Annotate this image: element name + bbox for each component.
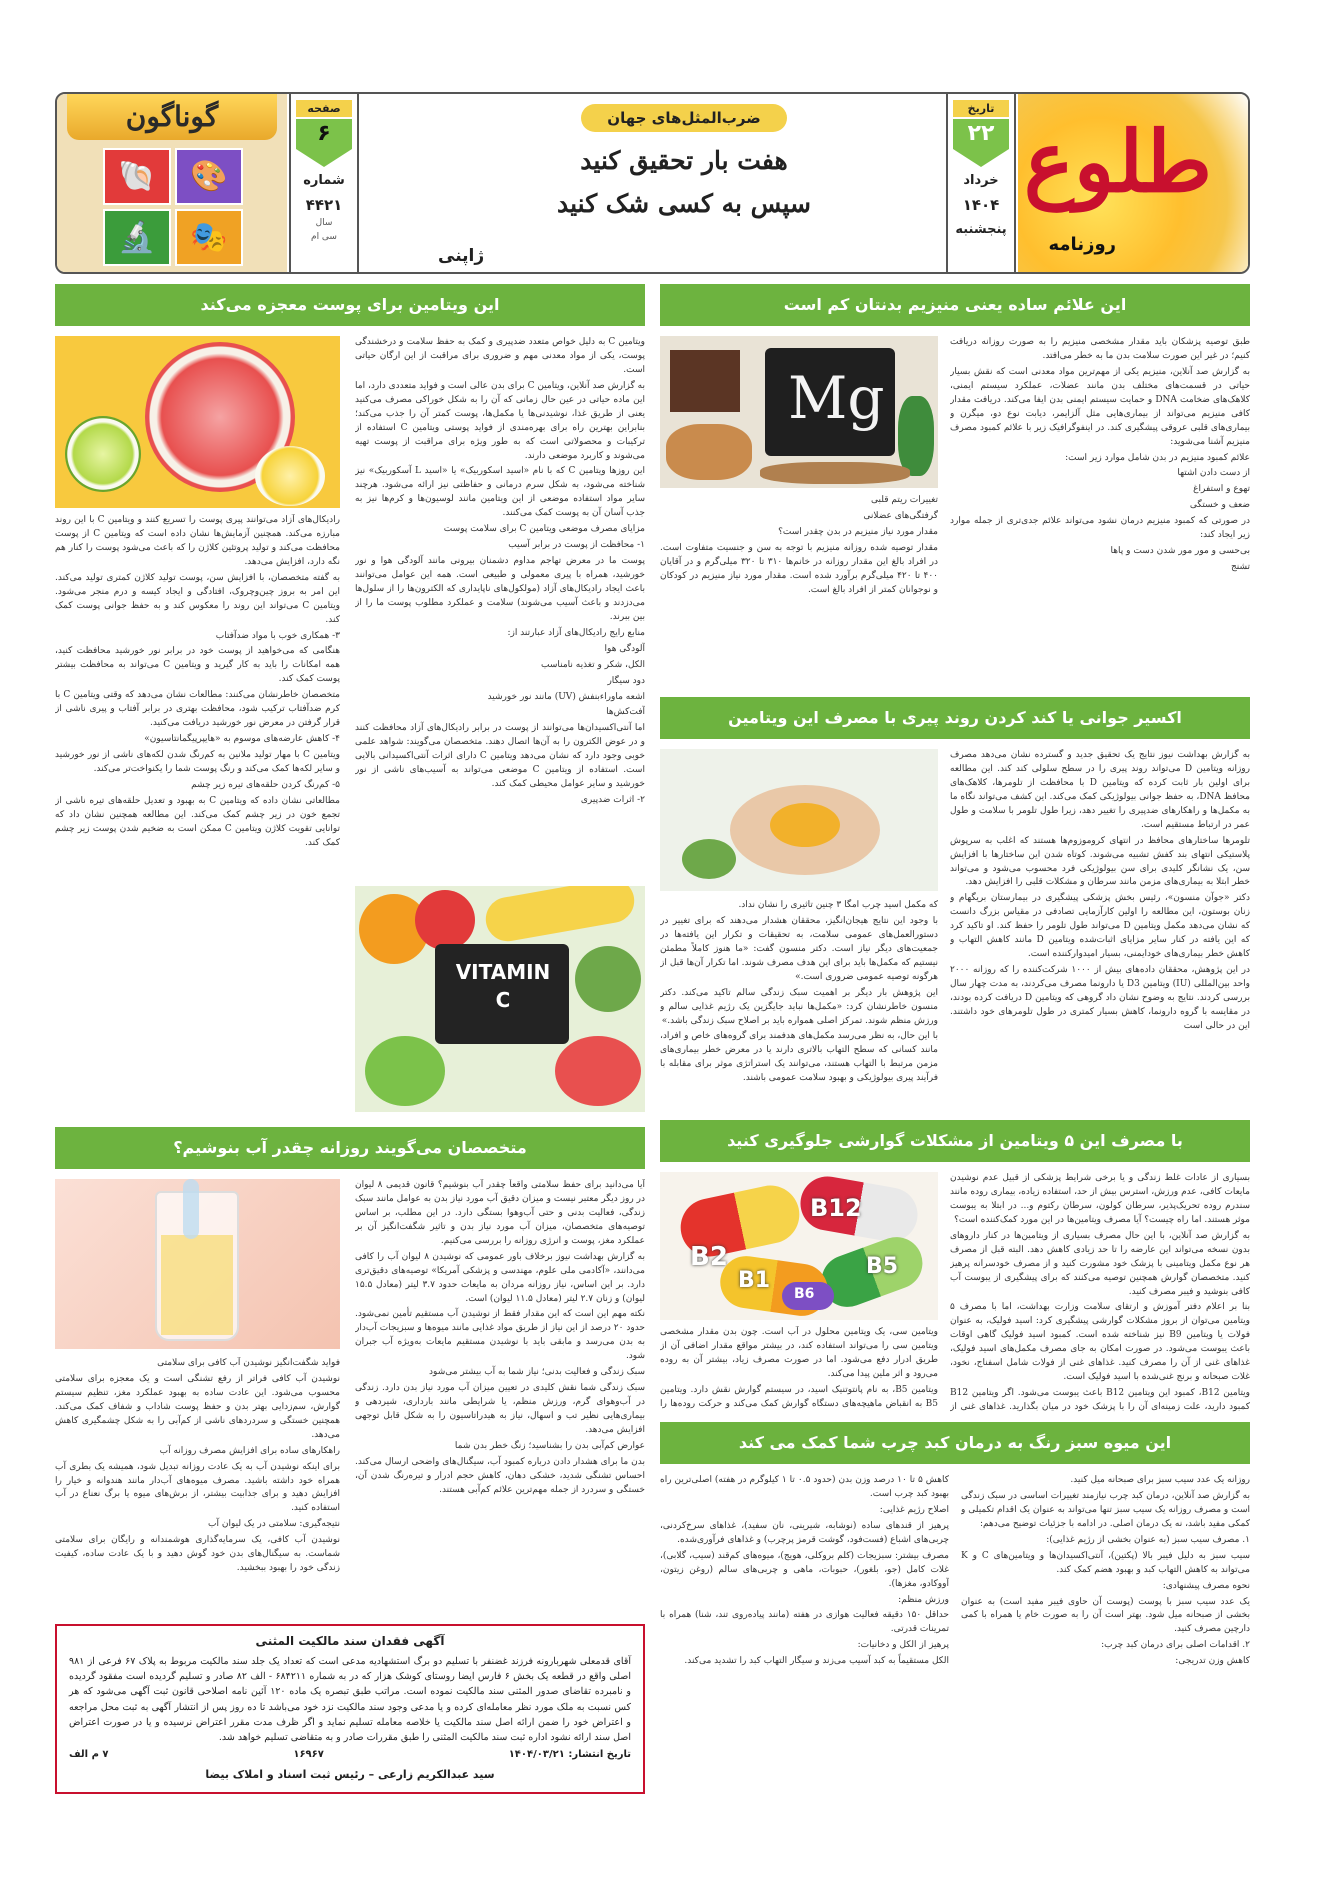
article-title: متخصصان می‌گویند روزانه چقدر آب بنوشیم؟ [55,1127,645,1169]
article-title: با مصرف این ۵ ویتامین از مشکلات گوارشی جلوگیری کنید [660,1120,1250,1162]
magnesium-symbol: Mg [788,364,885,432]
notice-code: ۱۶۹۶۷ [293,1749,324,1761]
proverb-line-2: سپس به کسی شک کنید [556,189,812,218]
paragraph: آلودگی هوا [604,643,645,654]
article-green-fruit [660,1422,1250,1722]
section-title: گوناگون [67,94,277,140]
paragraph: که مکمل اسید چرب امگا ۳ چنین تاثیری را نشان نداد. [738,900,938,910]
paragraph: به گزارش بهداشت نیوز نتایج یک تحقیق جدید و گسترده نشان می‌دهد مصرف روزانه ویتامین D می‌تواند روند پیری را در سطح سلولی کند کند. این مطالعه برای اولین بار ثابت کرده که ویتامین D با محافظت از تلومرها، کلاهک‌های محافظ DNA، به حفظ جوانی بیولوژیکی کمک می‌کند. این کشف می‌تواند نگاه ما به مکمل‌ها و راهکارهای ضدپیری را تغییر دهد، زیرا طول تلومر با سلامت و طول عمر در ارتباط مستقیم است. [950,750,1250,830]
article-title: این میوه سبز رنگ به درمان کبد چرب شما کمک می کند [660,1422,1250,1464]
proverb-line-1: هفت بار تحقیق کنید [580,146,788,175]
paragraph: طبق توصیه پزشکان باید مقدار مشخصی منیزیم را به صورت روزانه دریافت کنیم؛ در غیر این صورت سلامت بدن ما به خطر می‌افتد. [950,337,1250,361]
paragraph: پرهیز از قندهای ساده (نوشابه، شیرینی، نان سفید)، غذاهای سرخ‌کردنی، چربی‌های اشباع (فست‌فود، گوشت قرمز پرچرب) و غذاهای فرآوری‌شده. [660,1520,949,1545]
paragraph: پوست ما در معرض تهاجم مداوم دشمنان بیرونی مانند آلودگی هوا و نور خورشید، همراه با پیری معمولی و طبیعی است. همه این عوامل می‌توانند باعث ایجاد رادیکال‌های آزاد (مولکول‌های ناپایداری که الکترون‌ها را از سلول‌ها می‌دزدند و باعث آسیب می‌شوند) سلامت و عملکرد مطلوب پوست ما را از بین ببرند. [355,556,645,622]
paragraph: به گزارش صد آنلاین، با این حال مصرف بسیاری از ویتامین‌ها در کنار داروهای بدون نسخه می‌تواند این عارضه را تا حد زیادی کاهش دهد. البته قبل از مصرف هر نوع مکمل ویتامینی با پزشک خود مشورت کنید و از مصرف خودسرانه پرهیز کنید. متخصصان گوارش همچنین توصیه می‌کنند که برای پیشگیری از یبوست آب کافی بنوشید و فیبر مصرف کنید. [950,1230,1250,1297]
paragraph: ۱- محافظت از پوست در برابر آسیب [508,540,645,551]
paragraph: برای اینکه نوشیدن آب به یک عادت روزانه تبدیل شود، همیشه یک بطری آب همراه خود داشته باشید. مصرف میوه‌های آب‌دار مانند هندوانه و خیار را افزایش دهید و برای جذابیت بیشتر، از برش‌های میوه یا برگ نعناع در آب استفاده کنید. [55,1461,340,1514]
paragraph: یک عدد سیب سبز با پوست (پوست آن حاوی فیبر مفید است) به عنوان بخشی از صبحانه میل شود. بهتر است آن را به صورت خام یا همراه با کمی دارچین مصرف کنید. [961,1596,1250,1635]
paragraph: تهوع و استفراغ [1193,484,1250,495]
article-column-right [950,749,1250,1109]
notice-body: آقای قدمعلی شهربارونه فرزند غضنفر با تسلیم دو برگ استشهادیه مدعی است که تعداد یک جلد سند مالکیت مربوط به پلاک ۶۷ فرعی از ۹۸۱ اصلی واقع در قطعه یک بخش ۶ فارس ایضا روستای کوشک هزار که در به شماره ۶۸۴۲۱۱ - الف ۸۲ صادر و تسلیم گردیده است مفقود گردیده و نامبرده تقاضای صدور المثنی سند مالکیت نموده است. مراتب طبق تبصره یک ماده ۱۲۰ آئین نامه اصلاحی قانون ثبت آگهی می‌شود که هر کس نسبت به ملک مورد نظر معامله‌ای کرده و یا مدعی وجود سند مالکیت نزد خود می‌باشد تا ده روز پس از انتشار آگهی به ثبت محل مراجعه و اعتراض خود را ضمن ارائه اصل سند مالکیت یا خلاصه معامله تسلیم نماید و اگر ظرف مدت مقرر اعتراض نرسیده و یا در صورت اعتراض اصل سند ارائه نشود اداره ثبت سند مالکیت المثنی را طبق مقررات صادر و به متقاضی تسلیم خواهد شد. [69,1656,632,1743]
paragraph: به گزارش صد آنلاین، درمان کبد چرب نیازمند تغییرات اساسی در سبک زندگی است و مصرف روزانه یک سیب سبز تنها می‌تواند به عنوان یک اقدام تکمیلی و کمکی مفید باشد، نه یک درمان اصلی. در ادامه با جزئیات توضیح می‌دهم: [961,1490,1250,1529]
paragraph: بی‌حسی و مور مور شدن دست و پاها [1110,546,1250,557]
paragraph: ویتامین B12، کمبود این ویتامین B12 باعث یبوست می‌شود. اگر ویتامین B12 کمبود دارید، علت زمینه‌ای آن را با پزشک خود در میان بگذارید. غذاهای غنی از [950,1388,1250,1412]
paragraph: اما آنتی‌اکسیدان‌ها می‌توانند از پوست در برابر رادیکال‌های آزاد محافظت کنند و در عوض الکترون را به آن‌ها اتصال دهند. متخصصان می‌گویند: شواهد علمی خوبی وجود دارد که نشان می‌دهد ویتامین C دارای اثرات آنتی‌اکسیدانی بالایی است. استفاده از ویتامین C موضعی می‌تواند به آسیب‌های ناشی از نور خورشید و سایر عوامل محیطی کمک کند. [355,723,645,790]
article-column-left [660,1326,938,1412]
vitamin-c-fruits-image [355,886,645,1112]
capsule-label: B6 [794,1286,815,1302]
notice-title: آگهی فقدان سند مالکیت المثنی [255,1634,445,1648]
paragraph: ویتامین C به دلیل خواص متعدد ضدپیری و کمک به حفظ سلامت و درخشندگی پوست، یکی از مواد معدنی مهم و ضروری برای مراقبت از این ارگان حیاتی است. [355,337,645,375]
paragraph: مصرف بیشتر: سبزیجات (کلم بروکلی، هویج)، میوه‌های کم‌قند (سیب، گلابی)، غلات کامل (جو، بلغور)، حبوبات، ماهی و چربی‌های سالم (روغن زیتون، آووکادو، مغزها). [660,1550,949,1589]
article-water [55,1127,645,1617]
paragraph: به گزارش بهداشت نیوز برخلاف باور عمومی که نوشیدن ۸ لیوان آب را کافی می‌دانند، «آکادمی ملی علوم، مهندسی و پزشکی آمریکا» توصیه‌های دقیق‌تری دارد. بر این اساس، نیاز روزانه مردان به مایعات حدود ۳.۷ لیتر (معادل ۱۵.۵ لیوان) و زنان ۲.۷ لیتر (معادل ۱۱.۵ لیوان) است. [355,1251,645,1304]
paragraph: الکل مستقیماً به کبد آسیب می‌زند و سیگار التهاب کبد را تشدید می‌کند. [684,1656,949,1667]
issue-number: ۴۴۲۱ [305,196,343,214]
paragraph: با این حال، به نظر می‌رسد مکمل‌های هدفمند برای گروه‌های خاص و افراد، مانند کسانی که سطح التهاب بالاتری دارند یا در معرض خطر بیماری‌های مزمن مرتبط با التهاب هستند، می‌توانند یک استراتژی موثر برای مقابله با فرآیند پیری بیولوژیکی و بهبود سلامت عمومی باشند. [660,1031,938,1084]
date-box [946,94,1016,272]
capsule-label: B12 [810,1194,862,1222]
volume-label: سال [315,218,333,228]
vitamin-d-capsules-image [660,749,938,891]
capsule-label: B1 [738,1268,771,1293]
paragraph: تغییرات ریتم قلبی [871,495,938,505]
paragraph: اصلاح رژیم غذایی: [879,1504,949,1515]
paragraph: فواید شگفت‌انگیز نوشیدن آب کافی برای سلامتی [157,1358,340,1368]
newspaper-logo [1018,94,1248,272]
paragraph: نکته مهم این است که این مقدار فقط از نوشیدن آب مستقیم تأمین نمی‌شود. حدود ۲۰ درصد از این نیاز از طریق مواد غذایی مانند میوه‌ها و سبزیجات آب‌دار به بدن می‌رسد و مابقی باید با نوشیدن مستقیم مایعات به‌ویژه آب جبران شود. [355,1309,645,1362]
vitamin-b-capsules-image [660,1172,938,1320]
legal-notice [55,1624,645,1794]
paragraph: مقدار توصیه شده روزانه منیزیم با توجه به سن و جنسیت متفاوت است. در افراد بالغ این مقدار روزانه در خانم‌ها ۳۱۰ تا ۳۲۰ میلی‌گرم و در آقایان ۴۰۰ تا ۴۲۰ میلی‌گرم برآورد شده است. مقدار مورد نیاز منیزیم در کودکان و نوجوانان کمتر از افراد بالغ است. [660,542,938,595]
paragraph: کاهش وزن تدریجی: [1175,1656,1250,1667]
paragraph: بنا بر اعلام دفتر آموزش و ارتقای سلامت وزارت بهداشت، اما با مصرف ۵ ویتامین می‌توان از بروز مشکلات گوارشی پیشگیری کرد: اسید فولیک، به عنوان فولات یا ویتامین B9 نیز شناخته شده است. کمبود اسید فولیک گاهی اوقات باعث یبوست می‌شود. در صورت امکان به جای مصرف مکمل‌های اسید فولیک، غذاهای غنی از آن را مصرف کنید. غذاهای غنی از فولات شامل اسفناج، نخود، غلات صبحانه و برنج غنی‌شده با اسید فولیک است. [950,1302,1250,1383]
article-column-left [55,514,340,1114]
paragraph: ۲- اثرات ضدپیری [580,795,645,806]
masthead [55,92,1250,274]
paragraph: در صورتی که کمبود منیزیم درمان نشود می‌تواند علائم جدی‌تری از جمله موارد زیر ایجاد کند: [950,516,1250,541]
proverb-box [424,94,944,272]
paragraph: ۳- همکاری خوب با مواد ضدآفتاب [215,630,340,641]
article-columns [660,1474,1250,1714]
paragraph: دود سیگار [607,675,645,686]
date-month: خرداد [963,173,999,188]
article-column-right [355,1179,645,1611]
paragraph: منابع رایج رادیکال‌های آزاد عبارتند از: [507,627,645,638]
paragraph: مزایای مصرف موضعی ویتامین C برای سلامت پوست [443,524,645,535]
paragraph: ۵- کم‌رنگ کردن حلقه‌های تیره زیر چشم [191,779,340,790]
paragraph: هنگامی که می‌خواهید از پوست خود در برابر نور خورشید محافظت کنید، همه امکانات را باید به کار گیرید و ویتامین C می‌تواند به محافظت بیشتر پوست کمک کند. [55,646,340,685]
paragraph: این پژوهش بار دیگر بر اهمیت سبک زندگی سالم تاکید می‌کند. دکتر منسون خاطرنشان کرد: «مکمل‌ها نباید جایگزین یک رژیم غذایی سالم و ورزش منظم شوند. تمرکز اصلی همواره باید بر اصلاح سبک زندگی باشد.» [660,987,938,1026]
article-column-left [660,899,938,1109]
article-column-right [950,1172,1250,1412]
logo-word: طلوع [1023,112,1212,211]
article-magnesium [660,284,1250,694]
weekday: پنجشنبه [955,222,1007,237]
article-column-left [660,494,938,684]
article-column-left [55,1357,340,1611]
page-number: ۶ [296,119,352,149]
paragraph: از دست دادن اشتها [1177,468,1250,479]
paragraph: الکل، شکر و تغذیه نامناسب [540,659,645,670]
vitamin-c-label: VITAMIN C [455,960,551,1012]
paragraph: اشعه ماوراءبنفش (UV) مانند نور خورشید [487,691,645,702]
paragraph: ویتامین سی، یک ویتامین محلول در آب است. چون بدن مقدار مشخصی ویتامین سی را می‌تواند استفاده کند، در بیشتر مواقع مقدار اضافی آن از طریق ادرار دفع می‌شود. اما در صورت مصرف زیاد، بیشتر آن به روده می‌رود و اثر ملین پیدا می‌کند. [660,1327,938,1379]
citrus-slices-image [55,336,340,508]
newspaper-page [55,92,1250,1852]
proverb-tag: ضرب‌المثل‌های جهان [581,104,786,132]
paragraph: نحوه مصرف پیشنهادی: [1162,1580,1250,1591]
arrow-down-icon [296,149,352,167]
article-column-left [660,1474,949,1714]
paragraph: ۱. مصرف سیب سبز (به عنوان بخشی از رژیم غذایی): [1046,1534,1250,1545]
paragraph: سبک زندگی و فعالیت بدنی؛ نیاز شما به آب بیشتر می‌شود [429,1367,645,1378]
capsule-label: B5 [866,1254,899,1279]
notice-date: تاریخ انتشار: ۱۴۰۴/۰۳/۲۱ [508,1749,631,1761]
paragraph: ویتامین C با مهار تولید ملانین به کم‌رنگ شدن لکه‌های ناشی از نور خورشید و سایر لکه‌ها کمک می‌کند و رنگ پوست شما را یکنواخت‌تر می‌کند. [55,750,340,774]
paragraph: دکتر «جوآن منسون»، رئیس بخش پزشکی پیشگیری در بیمارستان بریگهام و زنان بوستون، این مطالعه را اولین کارآزمایی تصادفی در مقیاس بزرگ دانست که نشان می‌دهد مکمل ویتامین D می‌تواند طول تلومر را حفظ کند. او تاکید کرد که این یافته در کنار سایر مزایای اثبات‌شده ویتامین D مانند کاهش التهاب و کاهش خطر بیماری‌های خودایمنی، بسیار امیدوارکننده است. [950,893,1250,960]
paragraph: ۴- کاهش عارضه‌های موسوم به «هایپرپیگمانتاسیون» [144,734,340,745]
issue-label: شماره [303,173,345,188]
snail-shell-icon: 🐚 [103,148,171,205]
page-info-box [289,94,359,272]
notice-code-2: ۷ م الف [69,1749,109,1761]
magnesium-foods-image [660,336,938,488]
date-year: ۱۴۰۴ [962,196,1000,214]
paragraph: آیا می‌دانید برای حفظ سلامتی واقعاً چقدر آب بنوشیم؟ قانون قدیمی ۸ لیوان در روز دیگر معتبر نیست و میزان دقیق آب مورد نیاز بدن به عوامل مانند سبک زندگی، فعالیت بدنی و حتی آب‌وهوا بستگی دارد. در این مطلب، بر اساس توصیه‌های متخصصان، میزان آب مورد نیاز بدن و تاثیر شگفت‌انگیز آن بر عملکرد مغز، پوست و انرژی روزانه را بررسی می‌کنیم. [355,1180,645,1246]
paragraph: به گزارش صد آنلاین، ویتامین C برای بدن عالی است و فواید متعددی دارد، اما این ماده حیاتی در عین حال زمانی که آن را به شکل خوراکی مصرف می‌کنید یعنی از طریق غذا، نوشیدنی‌ها یا مکمل‌ها، پوست کمتر آن را جذب می‌کند؛ بنابراین بهترین راه برای بهره‌مندی از فواید پوستی ویتامین C استفاده از ترکیبات و محصولاتی است که به طور ویژه برای مراقبت از پوست تهیه می‌شوند و کاربرد موضعی دارند. [355,380,645,461]
paragraph: آفت‌کش‌ها [606,707,645,718]
paragraph: نوشیدن آب کافی فراتر از رفع تشنگی است و یک معجزه برای سلامتی محسوب می‌شود. این عادت ساده به بهبود عملکرد مغز، تنظیم سیستم گوارش، سم‌زدایی بهتر بدن و حفظ پوست شاداب و شفاف کمک می‌کند. همچنین خستگی و سردردهای ناشی از کم‌آبی را به شکل چشمگیری کاهش می‌دهد. [55,1373,340,1440]
paragraph: مقدار مورد نیاز منیزیم در بدن چقدر است؟ [778,526,938,537]
date-label: تاریخ [953,100,1009,117]
paragraph: گرفتگی‌های عضلانی [863,510,938,521]
article-title: این ویتامین برای پوست معجزه می‌کند [55,284,645,326]
paragraph: علائم کمبود منیزیم در بدن شامل موارد زیر است: [1065,452,1250,463]
section-banner [57,94,287,272]
article-title: این علائم ساده یعنی منیزیم بدنتان کم است [660,284,1250,326]
article-title: اکسیر جوانی یا کند کردن روند پیری با مصرف این ویتامین [660,697,1250,739]
paragraph: بسیاری از عادات غلط زندگی و یا برخی شرایط پزشکی از قبیل عدم نوشیدن مایعات کافی، عدم ورزش، استرس بیش از حد، استفاده زیاده، بیماری روده مانند سندرم روده تحریک‌پذیر، سرطان کولون، سرطان رکتوم و... در ابتلا به یبوست موثر هستند. اما راه چیست؟ آیا مصرف ویتامین‌ها در این مورد کمک‌کننده است؟ [950,1173,1250,1225]
paragraph: ویتامین B5، به نام پانتوتنیک اسید، در سیستم گوارش نقش دارد. ویتامین B5 به انقباض ماهیچه‌های دستگاه گوارش کمک می‌کند و حرکت روده‌ها را [660,1384,938,1409]
paragraph: پرهیز از الکل و دخانیات: [857,1640,949,1651]
capsule-label: B2 [690,1242,728,1272]
paragraph: سیب سبز به دلیل فیبر بالا (پکتین)، آنتی‌اکسیدان‌ها و ویتامین‌های C و K می‌تواند به کاهش التهاب کبد و بهبود هضم کمک کند. [961,1550,1250,1575]
paragraph: با وجود این نتایج هیجان‌انگیز، محققان هشدار می‌دهند که برای تغییر در دستورالعمل‌های عمومی سلامت، به تحقیقات و تکرار این یافته‌ها در جمعیت‌های دیگر نیاز است. دکتر منسون گفت: «ما هنوز کاملاً مطمئن نیستیم که مکمل‌ها باید برای این هدف مصرف شوند. اما تکرار آن‌ها قبل از هرگونه توصیه عمومی ضروری است.» [660,915,938,982]
paragraph: عوارض کم‌آبی بدن را بشناسید؛ زنگ خطر بدن شما [454,1440,645,1451]
article-column-right [950,336,1250,676]
paragraph: به گزارش صد آنلاین، منیزیم یکی از مهم‌ترین مواد معدنی است که نقش بسیار حیاتی در قسمت‌های مختلف بدن مانند عضلات، عملکرد سیستم ایمنی، کلاهک‌های ضخامت DNA و حمایت سیستم ایمنی بدن ایفا می‌کند. دریافت مقدار کافی منیزیم می‌تواند از بیماری‌هایی مثل آلزایمر، دیابت نوع دو، میگرن و بیماری‌های قلبی عروقی پیشگیری کند. در اینفوگرافیک زیر با علائم کمبود مصرف منیزیم آشنا می‌شوید: [950,366,1250,447]
paragraph: نوشیدن آب کافی، یک سرمایه‌گذاری هوشمندانه و رایگان برای سلامتی شماست. به سیگنال‌های بدن خود گوش دهید و با یک عادت ساده، کیفیت زندگی خود را بهبود ببخشید. [55,1535,340,1574]
arrow-down-icon [953,149,1009,167]
paragraph: متخصصان خاطرنشان می‌کنند: مطالعات نشان می‌دهد که وقتی ویتامین C با کرم ضدآفتاب ترکیب شود، محافظت بهتری در برابر آفتاب و پیری ناشی از قرار گرفتن در معرض نور خورشید دریافت می‌کنید. [55,690,340,729]
section-icon-grid [103,148,243,266]
article-column-right [961,1474,1250,1714]
article-digestion [660,1120,1250,1418]
paragraph: مطالعاتی نشان داده که ویتامین C به بهبود و تعدیل حلقه‌های تیره ناشی از تجمع خون در زیر چشم کمک می‌کند. این مطالعه همچنین نشان داد که توانایی تقویت کلاژن ویتامین C ممکن است به ضخیم شدن پوست زیر چشم کمک کند. [55,795,340,848]
volume-value: سی ام [311,232,337,242]
theatre-masks-icon: 🎭 [175,209,243,266]
paragraph: نتیجه‌گیری: سلامتی در یک لیوان آب [208,1519,340,1530]
paragraph: رادیکال‌های آزاد می‌توانند پیری پوست را تسریع کنند و ویتامین C با این روند مبارزه می‌کند. همچنین آزمایش‌ها نشان داده است که ویتامین C از پوست محافظت می‌کند و تولید پروتئین کلاژن را که باعث می‌شود پوست را کنار هم نگه دارد، افزایش می‌دهد. [55,515,340,567]
logo-subtitle: روزنامه [1048,234,1116,255]
water-glass-image [55,1179,340,1349]
notice-signature: سید عبدالکریم زارعی – رئیس ثبت اسناد و املاک بیضا [205,1768,495,1782]
paragraph: راهکارهای ساده برای افزایش مصرف روزانه آب [159,1445,340,1456]
paragraph: در این پژوهش، محققان داده‌های بیش از ۱۰۰۰ شرکت‌کننده را که روزانه ۲۰۰۰ واحد بین‌المللی (IU) ویتامین D3 یا دارونما مصرف می‌کردند، به مدت چهار سال بررسی کردند. نتایج به وضوح نشان داد گروهی که ویتامین D دریافت کرده بودند، در مقایسه با گروه دارونما، کاهش بسیار کمتری در طول تلومرهای خود داشتند. این در حالی است [950,965,1250,1031]
palette-icon: 🎨 [175,148,243,205]
paragraph: کاهش ۵ تا ۱۰ درصد وزن بدن (حدود ۰.۵ تا ۱ کیلوگرم در هفته) اصلی‌ترین راه بهبود کبد چرب است. [660,1475,949,1499]
paragraph: روزانه یک عدد سیب سبز برای صبحانه میل کنید. [1070,1475,1250,1485]
article-aging [660,697,1250,1117]
page-label: صفحه [296,100,352,117]
paragraph: ضعف و خستگی [1189,500,1250,511]
article-column-right [355,336,645,881]
paragraph: تشنج [1230,562,1250,573]
proverb-origin: ژاپنی [438,246,485,266]
paragraph: بدن ما برای هشدار دادن درباره کمبود آب، سیگنال‌های واضحی ارسال می‌کند. احساس تشنگی شدید، خشکی دهان، کاهش حجم ادرار و تیره‌رنگ شدن آن، خستگی و سردرد از جمله مهم‌ترین علائم کم‌آبی هستند. [355,1456,645,1495]
paragraph: این روزها ویتامین C که با نام «اسید اسکوربیک» یا «اسید L آسکوربیک» نیز شناخته می‌شود، به شکل سرم درمانی و حفاظتی نیز ارائه می‌شود. هرچند سایر مواد استفاده موضعی از این ویتامین مانند لوسیون‌ها و کرم‌ها نیز به جذب آسان آن به پوست کمک می‌کنند. [355,466,645,519]
notice-meta [69,1749,631,1760]
microscope-icon: 🔬 [103,209,171,266]
paragraph: ورزش منظم: [898,1594,949,1605]
date-day: ۲۲ [953,119,1009,149]
paragraph: به گفته متخصصان، با افزایش سن، پوست تولید کلاژن کمتری تولید می‌کند. این امر به بروز چین‌وچروک، افتادگی و ایجاد کیسه و درم منجر می‌شود. ویتامین C می‌تواند این روند را معکوس کند و به حفظ جوانی پوست کمک کند. [55,572,340,625]
paragraph: تلومرها ساختارهای محافظ در انتهای کروموزوم‌ها هستند که اغلب به سرپوش پلاستیکی انتهای بند کفش تشبیه می‌شوند. کوتاه شدن این ساختارها با افزایش سن، یک نشانگر کلیدی برای سن بیولوژیکی فرد محسوب می‌شود و می‌تواند خطر ابتلا به بیماری‌های مزمن مانند سرطان و مشکلات قلبی را افزایش دهد. [950,835,1250,888]
paragraph: ۲. اقدامات اصلی برای درمان کبد چرب: [1101,1640,1250,1651]
paragraph: حداقل ۱۵۰ دقیقه فعالیت هوازی در هفته (مانند پیاده‌روی تند، شنا) همراه با تمرینات قدرتی. [660,1610,949,1635]
paragraph: سبک زندگی شما نقش کلیدی در تعیین میزان آب مورد نیاز بدن دارد. زندگی در آب‌وهوای گرم، ورزش منظم، یا شرایطی مانند بارداری، شیردهی و بیماری‌هایی نظیر تب و اسهال، نیاز به هیدراتاسیون را به شکل قابل توجهی افزایش می‌دهد. [355,1383,645,1435]
article-skin [55,284,645,1119]
